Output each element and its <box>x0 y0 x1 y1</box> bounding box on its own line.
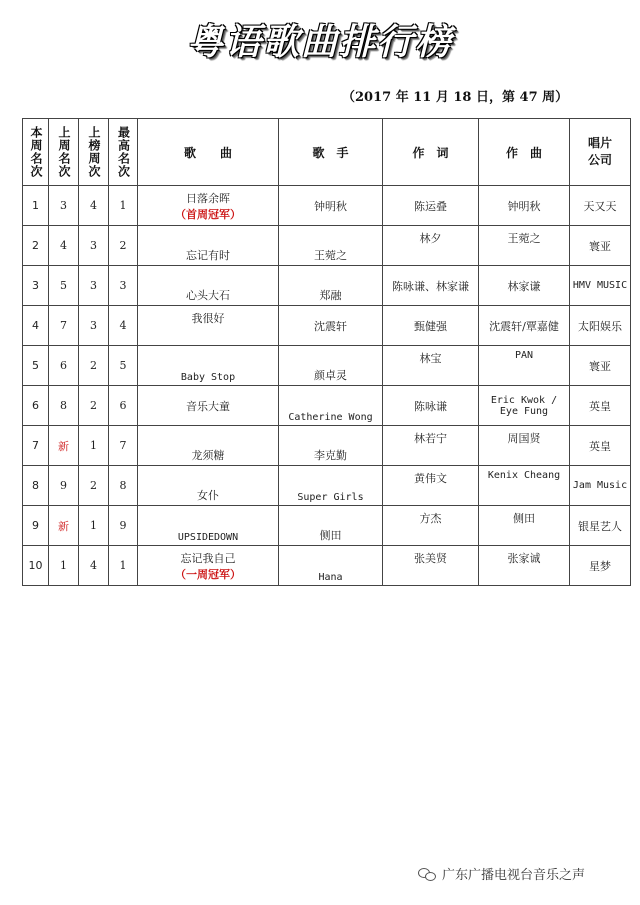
composer-name: PAN <box>514 350 534 361</box>
rank-cell: 2 <box>23 226 49 266</box>
peak-cell: 1 <box>109 546 138 586</box>
song-title: UPSIDEDOWN <box>177 532 239 543</box>
song-cell <box>138 306 279 346</box>
table-row <box>23 506 631 546</box>
last-week-cell: 3 <box>49 186 79 226</box>
label-cell <box>570 346 631 386</box>
wechat-icon <box>418 867 436 881</box>
table-row <box>23 426 631 466</box>
artist-cell <box>279 186 383 226</box>
lyricist-cell <box>383 266 479 306</box>
song-cell <box>138 266 279 306</box>
composer-name: Eric Kwok / Eye Fung <box>490 394 558 417</box>
lyricist-cell <box>383 346 479 386</box>
composer-cell <box>479 506 570 546</box>
last-week-cell: 7 <box>49 306 79 346</box>
table-row <box>23 186 631 226</box>
weeks-cell: 4 <box>79 546 109 586</box>
lyricist-cell <box>383 546 479 586</box>
composer-name: 钟明秋 <box>507 199 541 213</box>
last-week-cell: 1 <box>49 546 79 586</box>
peak-cell: 6 <box>109 386 138 426</box>
lyricist-cell <box>383 386 479 426</box>
composer-cell <box>479 306 570 346</box>
header-lyricist: 作 词 <box>383 119 479 186</box>
header-song: 歌 曲 <box>138 119 279 186</box>
weeks-cell: 2 <box>79 346 109 386</box>
composer-cell <box>479 346 570 386</box>
lyricist-name: 陈咏谦、林家谦 <box>392 279 469 293</box>
header-artist: 歌 手 <box>279 119 383 186</box>
artist-name: 李克勤 <box>314 449 347 462</box>
peak-cell: 2 <box>109 226 138 266</box>
header-composer: 作 曲 <box>479 119 570 186</box>
lyricist-cell <box>383 466 479 506</box>
artist-cell <box>279 346 383 386</box>
weeks-cell: 4 <box>79 186 109 226</box>
weeks-cell: 3 <box>79 226 109 266</box>
record-label: 英皇 <box>589 439 611 453</box>
rank-cell: 7 <box>23 426 49 466</box>
table-row <box>23 306 631 346</box>
composer-cell <box>479 386 570 426</box>
composer-cell <box>479 186 570 226</box>
composer-cell <box>479 546 570 586</box>
artist-cell <box>279 386 383 426</box>
weeks-cell: 2 <box>79 386 109 426</box>
song-title: 龙须糖 <box>191 449 225 462</box>
composer-name: 侧田 <box>513 512 535 525</box>
weeks-cell: 1 <box>79 426 109 466</box>
song-title: 女仆 <box>197 489 219 502</box>
song-cell <box>138 426 279 466</box>
label-cell <box>570 266 631 306</box>
lyricist-name: 张美贤 <box>414 552 447 565</box>
song-title: 我很好 <box>191 312 225 325</box>
peak-cell: 4 <box>109 306 138 346</box>
rank-cell: 10 <box>23 546 49 586</box>
label-cell <box>570 186 631 226</box>
artist-name: 侧田 <box>319 529 342 542</box>
last-week-cell: 9 <box>49 466 79 506</box>
song-cell <box>138 186 279 226</box>
champion-note: （一周冠军） <box>175 567 241 581</box>
record-label: 天又天 <box>583 199 617 213</box>
last-week-cell: 8 <box>49 386 79 426</box>
artist-cell <box>279 426 383 466</box>
composer-cell <box>479 266 570 306</box>
song-cell <box>138 346 279 386</box>
peak-cell: 5 <box>109 346 138 386</box>
record-label: 太阳娱乐 <box>578 319 622 333</box>
song-title: 忘记我自己 <box>180 551 236 565</box>
last-week-cell: 4 <box>49 226 79 266</box>
table-row <box>23 546 631 586</box>
lyricist-name: 陈咏谦 <box>414 399 447 413</box>
record-label: 英皇 <box>589 399 611 413</box>
header-label: 唱片公司 <box>570 119 631 186</box>
artist-cell <box>279 266 383 306</box>
record-label: 寰亚 <box>589 239 611 253</box>
page-title: 粤语歌曲排行榜 <box>186 22 453 63</box>
peak-cell: 9 <box>109 506 138 546</box>
peak-cell: 7 <box>109 426 138 466</box>
rank-cell: 6 <box>23 386 49 426</box>
weeks-cell: 2 <box>79 466 109 506</box>
rank-cell: 9 <box>23 506 49 546</box>
weeks-cell: 3 <box>79 306 109 346</box>
lyricist-cell <box>383 306 479 346</box>
last-week-cell: 新 <box>49 426 79 466</box>
chart-date: （2017 年 11 月 18 日，第 47 周） <box>342 90 569 105</box>
artist-cell <box>279 466 383 506</box>
composer-name: 王菀之 <box>507 232 541 245</box>
lyricist-name: 甄健强 <box>414 319 447 333</box>
lyricist-name: 黄伟文 <box>414 472 447 485</box>
song-cell <box>138 466 279 506</box>
header-peak: 最高名次 <box>109 119 138 186</box>
table-row <box>23 226 631 266</box>
composer-name: 林家谦 <box>507 279 541 293</box>
song-title: 音乐大童 <box>186 399 230 413</box>
composer-cell <box>479 226 570 266</box>
lyricist-cell <box>383 186 479 226</box>
composer-name: 沈震轩/覃嘉健 <box>489 319 559 333</box>
table-row <box>23 386 631 426</box>
song-cell <box>138 386 279 426</box>
weeks-cell: 1 <box>79 506 109 546</box>
record-label: 银星艺人 <box>578 519 622 533</box>
footer-text: 广东广播电视台音乐之声 <box>442 868 586 883</box>
label-cell <box>570 226 631 266</box>
artist-name: 王菀之 <box>314 249 347 262</box>
lyricist-cell <box>383 426 479 466</box>
artist-name: 钟明秋 <box>314 199 347 213</box>
artist-name: Super Girls <box>297 492 364 503</box>
peak-cell: 3 <box>109 266 138 306</box>
header-weeks-on-chart: 上榜周次 <box>79 119 109 186</box>
song-cell <box>138 546 279 586</box>
record-label: 寰亚 <box>589 359 611 373</box>
song-title: 日落余晖 <box>186 191 230 205</box>
lyricist-name: 方杰 <box>419 512 442 525</box>
rank-cell: 5 <box>23 346 49 386</box>
composer-name: Kenix Cheang <box>487 470 561 481</box>
composer-cell <box>479 426 570 466</box>
label-cell <box>570 426 631 466</box>
weeks-cell: 3 <box>79 266 109 306</box>
artist-name: 沈震轩 <box>314 319 347 333</box>
last-week-cell: 6 <box>49 346 79 386</box>
header-row <box>23 119 631 186</box>
rank-cell: 8 <box>23 466 49 506</box>
song-cell <box>138 226 279 266</box>
last-week-cell: 5 <box>49 266 79 306</box>
lyricist-name: 陈运叠 <box>414 199 447 213</box>
song-title: 忘记有时 <box>186 249 230 262</box>
peak-cell: 8 <box>109 466 138 506</box>
artist-name: Catherine Wong <box>288 412 373 423</box>
artist-cell <box>279 306 383 346</box>
song-cell <box>138 506 279 546</box>
peak-cell: 1 <box>109 186 138 226</box>
rank-cell: 4 <box>23 306 49 346</box>
table-row <box>23 346 631 386</box>
label-cell <box>570 466 631 506</box>
header-last-week: 上周名次 <box>49 119 79 186</box>
song-title: Baby Stop <box>180 372 236 383</box>
lyricist-name: 林宝 <box>419 352 442 365</box>
label-cell <box>570 386 631 426</box>
song-title: 心头大石 <box>186 289 230 302</box>
record-label: 星梦 <box>589 559 611 573</box>
table-row <box>23 466 631 506</box>
artist-name: 郑融 <box>319 289 342 302</box>
label-cell <box>570 306 631 346</box>
artist-cell <box>279 506 383 546</box>
record-label: Jam Music <box>572 480 628 491</box>
rank-cell: 1 <box>23 186 49 226</box>
header-rank: 本周名次 <box>23 119 49 186</box>
composer-name: 周国贤 <box>507 432 541 445</box>
lyricist-name: 林若宁 <box>414 432 447 445</box>
label-cell <box>570 506 631 546</box>
record-label: HMV MUSIC <box>572 280 628 291</box>
footer-source <box>418 864 585 883</box>
last-week-cell: 新 <box>49 506 79 546</box>
artist-cell <box>279 226 383 266</box>
rank-cell: 3 <box>23 266 49 306</box>
artist-name: Hana <box>318 572 343 583</box>
composer-name: 张家诚 <box>507 552 541 565</box>
lyricist-cell <box>383 226 479 266</box>
composer-cell <box>479 466 570 506</box>
artist-name: 颜卓灵 <box>314 369 347 382</box>
label-cell <box>570 546 631 586</box>
lyricist-cell <box>383 506 479 546</box>
lyricist-name: 林夕 <box>419 232 442 245</box>
ranking-table <box>22 118 631 586</box>
champion-note: （首周冠军） <box>175 207 241 221</box>
artist-cell <box>279 546 383 586</box>
table-row <box>23 266 631 306</box>
